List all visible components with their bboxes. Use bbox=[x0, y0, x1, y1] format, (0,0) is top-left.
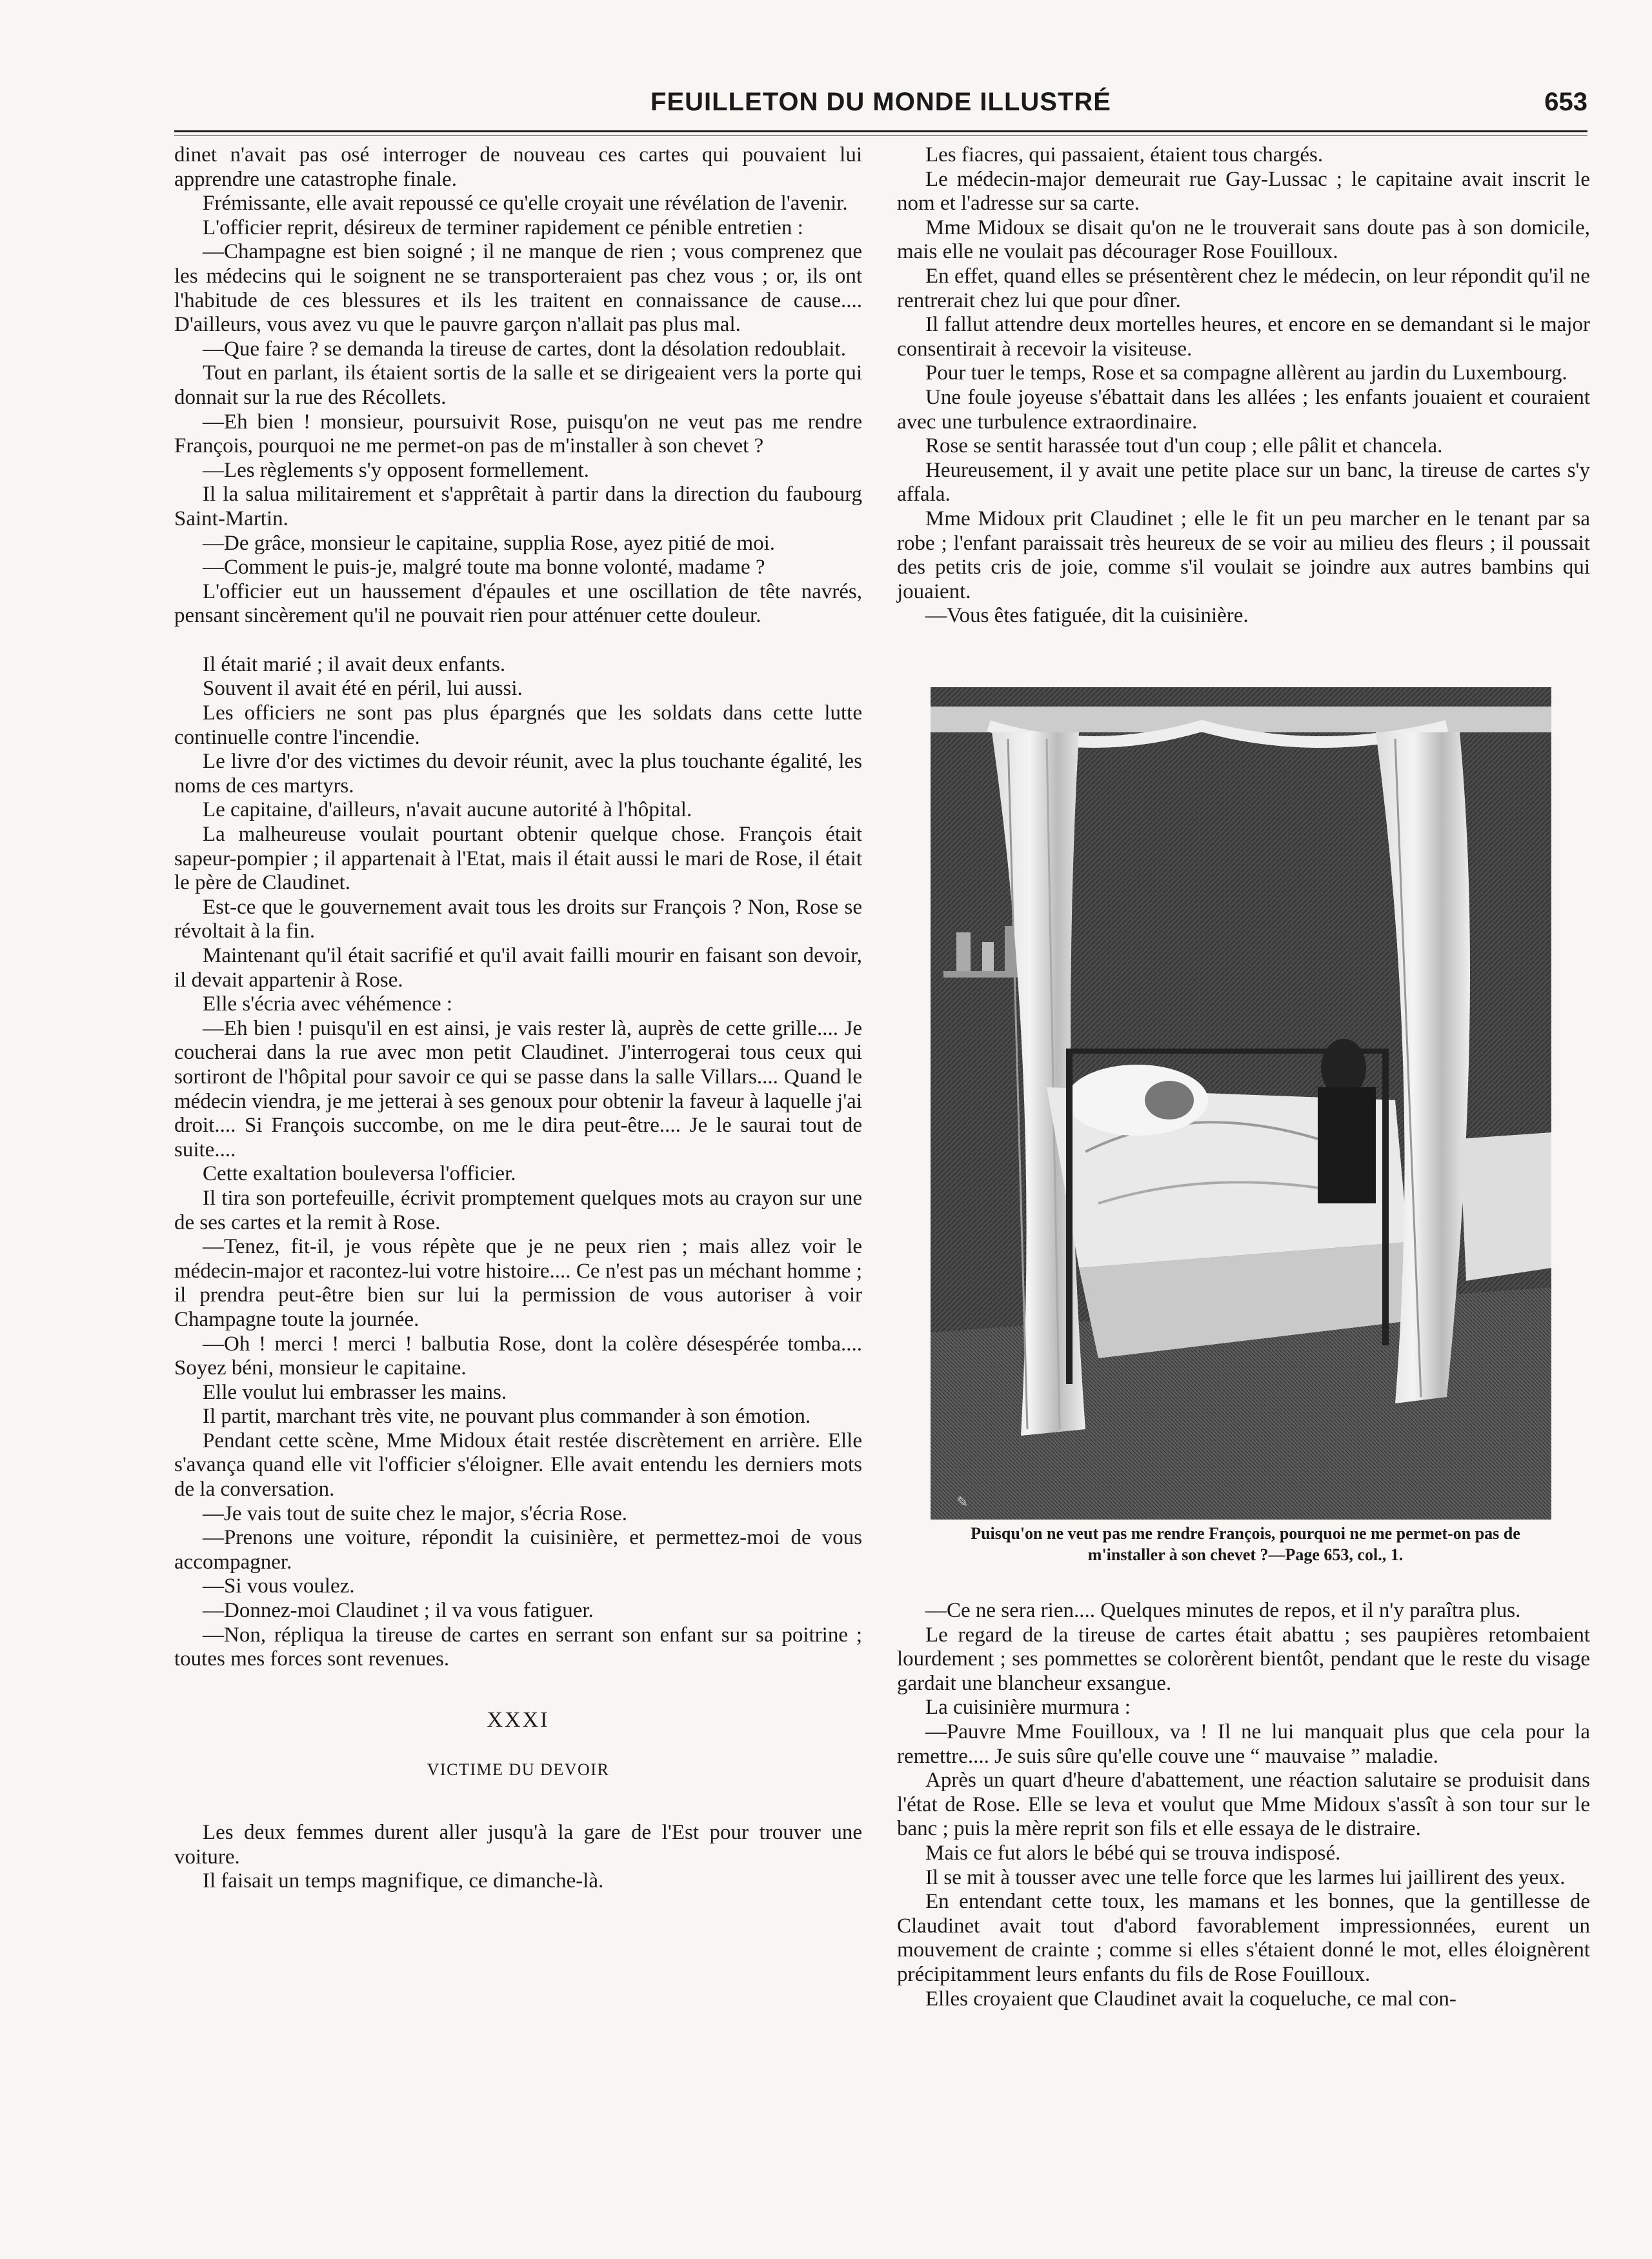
paragraph: Le regard de la tireuse de cartes était abattu ; ses paupières retombaient lourdement ; ses pommettes se colorèrent bientôt, pendant que le reste du visage gardait une blancheur exsangue. bbox=[897, 1623, 1590, 1695]
paragraph: Pendant cette scène, Mme Midoux était restée discrètement en arrière. Elle s'avança quand elle vit l'officier s'éloigner. Elle avait entendu les derniers mots de la conversation. bbox=[174, 1429, 862, 1501]
left-column bbox=[174, 143, 862, 1894]
paragraph: Est-ce que le gouvernement avait tous les droits sur François ? Non, Rose se révoltait à la fin. bbox=[174, 895, 862, 943]
paragraph: —Champagne est bien soigné ; il ne manque de rien ; vous comprenez que les médecins qui le soignent ne se transporteraient pas chez vous ; or, ils ont l'habitude de ces blessures et ils les traitent en connaissance de cause.... D'ailleurs, vous avez vu que le pauvre garçon n'allait pas plus mal. bbox=[174, 240, 862, 337]
paragraph: La malheureuse voulait pourtant obtenir quelque chose. François était sapeur-pompier ; il appartenait à l'Etat, mais il était aussi le mari de Rose, il était le père de Claudinet. bbox=[174, 823, 862, 895]
paragraph: Le capitaine, d'ailleurs, n'avait aucune autorité à l'hôpital. bbox=[203, 798, 692, 822]
paragraph: Il faisait un temps magnifique, ce dimanche-là. bbox=[203, 1869, 604, 1893]
caption-line-1: Puisqu'on ne veut pas me rendre François, pourquoi ne me permet-on pas de bbox=[971, 1524, 1520, 1543]
caption-line-2: m'installer à son chevet ?—Page 653, col., 1. bbox=[1087, 1545, 1404, 1564]
paragraph-gap bbox=[174, 628, 862, 653]
right-column-top bbox=[897, 143, 1590, 628]
paragraph: —Prenons une voiture, répondit la cuisinière, et permettez-moi de vous accompagner. bbox=[174, 1526, 862, 1574]
left-column-text bbox=[174, 143, 862, 1672]
paragraph: —Vous êtes fatiguée, dit la cuisinière. bbox=[925, 604, 1249, 628]
paragraph: Il fallut attendre deux mortelles heures, et encore en se demandant si le major consentirait à recevoir la visiteuse. bbox=[897, 313, 1590, 361]
paragraph: Cette exaltation bouleversa l'officier. bbox=[203, 1162, 516, 1186]
paragraph: L'officier reprit, désireux de terminer rapidement ce pénible entretien : bbox=[203, 216, 803, 239]
paragraph: —Donnez-moi Claudinet ; il va vous fatiguer. bbox=[203, 1599, 594, 1623]
paragraph: Tout en parlant, ils étaient sortis de la salle et se dirigeaient vers la porte qui donnait sur la rue des Récollets. bbox=[174, 361, 862, 409]
page-number: 653 bbox=[1544, 88, 1587, 116]
paragraph: La cuisinière murmura : bbox=[925, 1696, 1131, 1720]
paragraph: Il se mit à tousser avec une telle force que les larmes lui jaillirent des yeux. bbox=[925, 1865, 1566, 1889]
paragraph: Elles croyaient que Claudinet avait la coqueluche, ce mal con- bbox=[925, 1987, 1456, 2011]
page-header bbox=[174, 83, 1587, 134]
bedside-scene-engraving bbox=[931, 687, 1551, 1520]
paragraph: —Que faire ? se demanda la tireuse de cartes, dont la désolation redoublait. bbox=[203, 337, 846, 361]
paragraph: Il la salua militairement et s'apprêtait à partir dans la direction du faubourg Saint-Martin. bbox=[174, 483, 862, 530]
paragraph: —De grâce, monsieur le capitaine, supplia Rose, ayez pitié de moi. bbox=[203, 531, 776, 555]
paragraph: Rose se sentit harassée tout d'un coup ; elle pâlit et chancela. bbox=[925, 434, 1443, 458]
paragraph: —Comment le puis-je, malgré toute ma bonne volonté, madame ? bbox=[203, 556, 765, 579]
chapter-title: VICTIME DU DEVOIR bbox=[427, 1760, 610, 1780]
paragraph: Maintenant qu'il était sacrifié et qu'il avait failli mourir en faisant son devoir, il devait appartenir à Rose. bbox=[174, 944, 862, 992]
paragraph: —Ce ne sera rien.... Quelques minutes de repos, et il n'y paraîtra plus. bbox=[925, 1599, 1521, 1622]
paragraph: —Eh bien ! puisqu'il en est ainsi, je vais rester là, auprès de cette grille.... Je coucherai dans la rue avec mon petit Claudinet. J'interrogerai tous ceux qui sortiront de l'hôpital pour savoir ce qui se passe dans la salle Villars.... Quand le médecin viendra, je me jetterai à ses genoux pour obtenir la faveur à laquelle j'ai droit.... Si François succombe, on me le dira peut-être.... Je le saurai tout de suite.... bbox=[174, 1016, 862, 1161]
paragraph: L'officier eut un haussement d'épaules et une oscillation de tête navrés, pensant sincèrement qu'il ne pouvait rien pour atténuer cette douleur. bbox=[174, 579, 862, 628]
paragraph: Après un quart d'heure d'abattement, une réaction salutaire se produisit dans l'état de Rose. Elle se leva et voulut que Mme Midoux s'assît à son tour sur le banc ; puis la mère reprit son fils et elle essaya de le distraire. bbox=[897, 1769, 1590, 1841]
paragraph: Les officiers ne sont pas plus épargnés que les soldats dans cette lutte continuelle contre l'incendie. bbox=[174, 701, 862, 749]
paragraph: Le livre d'or des victimes du devoir réunit, avec la plus touchante égalité, les noms de ces martyrs. bbox=[174, 750, 862, 798]
paragraph: Il tira son portefeuille, écrivit promptement quelques mots au crayon sur une de ses cartes et la remit à Rose. bbox=[174, 1186, 862, 1234]
figure-caption bbox=[903, 1523, 1587, 1565]
paragraph: Le médecin-major demeurait rue Gay-Lussac ; le capitaine avait inscrit le nom et l'adresse sur sa carte. bbox=[897, 167, 1590, 216]
paragraph: —Les règlements s'y opposent formellement. bbox=[203, 458, 589, 482]
left-column-chapter-text bbox=[174, 1821, 862, 1894]
paragraph: —Pauvre Mme Fouilloux, va ! Il ne lui manquait plus que cela pour la remettre.... Je suis sûre qu'elle couve une “ mauvaise ” maladie. bbox=[897, 1720, 1590, 1768]
paragraph: Une foule joyeuse s'ébattait dans les allées ; les enfants jouaient et couraient avec une turbulence extraordinaire. bbox=[897, 385, 1590, 434]
paragraph: Il était marié ; il avait deux enfants. bbox=[203, 652, 506, 676]
engraving-illustration bbox=[931, 687, 1551, 1520]
paragraph: En entendant cette toux, les mamans et les bonnes, que la gentillesse de Claudinet avait tout d'abord favorablement impressionnées, eurent un mouvement de crainte ; comme si elles s'étaient donné le mot, elles éloignèrent précipitamment leurs enfants du fils de Rose Fouilloux. bbox=[897, 1890, 1590, 1986]
paragraph: —Eh bien ! monsieur, poursuivit Rose, puisqu'on ne veut pas me rendre François, pourquoi ne me permet-on pas de m'installer à son chevet ? bbox=[174, 410, 862, 458]
paragraph: dinet n'avait pas osé interroger de nouveau ces cartes qui pouvaient lui apprendre une catastrophe finale. bbox=[174, 143, 862, 191]
paragraph: —Je vais tout de suite chez le major, s'écria Rose. bbox=[203, 1501, 628, 1525]
paragraph: Mais ce fut alors le bébé qui se trouva indisposé. bbox=[925, 1841, 1341, 1865]
paragraph: —Tenez, fit-il, je vous répète que je ne peux rien ; mais allez voir le médecin-major et racontez-lui votre histoire.... Ce n'est pas un méchant homme ; il prendra peut-être bien sur lui la permission de vous autoriser à voir Champagne toute la journée. bbox=[174, 1235, 862, 1331]
paragraph: Il partit, marchant très vite, ne pouvant plus commander à son émotion. bbox=[203, 1405, 811, 1429]
paragraph: Pour tuer le temps, Rose et sa compagne allèrent au jardin du Luxembourg. bbox=[925, 361, 1567, 385]
paragraph: En effet, quand elles se présentèrent chez le médecin, on leur répondit qu'il ne rentrerait chez lui que pour dîner. bbox=[897, 264, 1590, 312]
right-column-bottom bbox=[897, 1599, 1590, 2011]
paragraph: Frémissante, elle avait repoussé ce qu'elle croyait une révélation de l'avenir. bbox=[203, 192, 848, 216]
paragraph: Mme Midoux se disait qu'on ne le trouverait sans doute pas à son domicile, mais elle ne voulait pas décourager Rose Fouilloux. bbox=[897, 216, 1590, 264]
svg-text:✎: ✎ bbox=[956, 1494, 969, 1510]
paragraph: Les fiacres, qui passaient, étaient tous chargés. bbox=[925, 143, 1324, 166]
header-title: FEUILLETON DU MONDE ILLUSTRÉ bbox=[650, 88, 1111, 116]
paragraph: Souvent il avait été en péril, lui aussi. bbox=[203, 677, 523, 701]
header-rule bbox=[174, 130, 1587, 132]
chapter-number: XXXI bbox=[487, 1707, 550, 1732]
paragraph: —Non, répliqua la tireuse de cartes en serrant son enfant sur sa poitrine ; toutes mes forces sont revenues. bbox=[174, 1623, 862, 1671]
paragraph: —Oh ! merci ! merci ! balbutia Rose, dont la colère désespérée tomba.... Soyez béni, monsieur le capitaine. bbox=[174, 1332, 862, 1380]
paragraph: Les deux femmes durent aller jusqu'à la gare de l'Est pour trouver une voiture. bbox=[174, 1821, 862, 1869]
paragraph: Elle s'écria avec véhémence : bbox=[203, 992, 453, 1016]
paragraph: Elle voulut lui embrasser les mains. bbox=[203, 1380, 507, 1404]
paragraph: —Si vous voulez. bbox=[203, 1574, 355, 1598]
paragraph: Mme Midoux prit Claudinet ; elle le fit un peu marcher en le tenant par sa robe ; l'enfant paraissait très heureux de se voir au milieu des fleurs ; il poussait des petits cris de joie, comme s'il voulait se joindre aux autres bambins qui jouaient. bbox=[897, 507, 1590, 603]
paragraph: Heureusement, il y avait une petite place sur un banc, la tireuse de cartes s'y affala. bbox=[897, 458, 1590, 507]
